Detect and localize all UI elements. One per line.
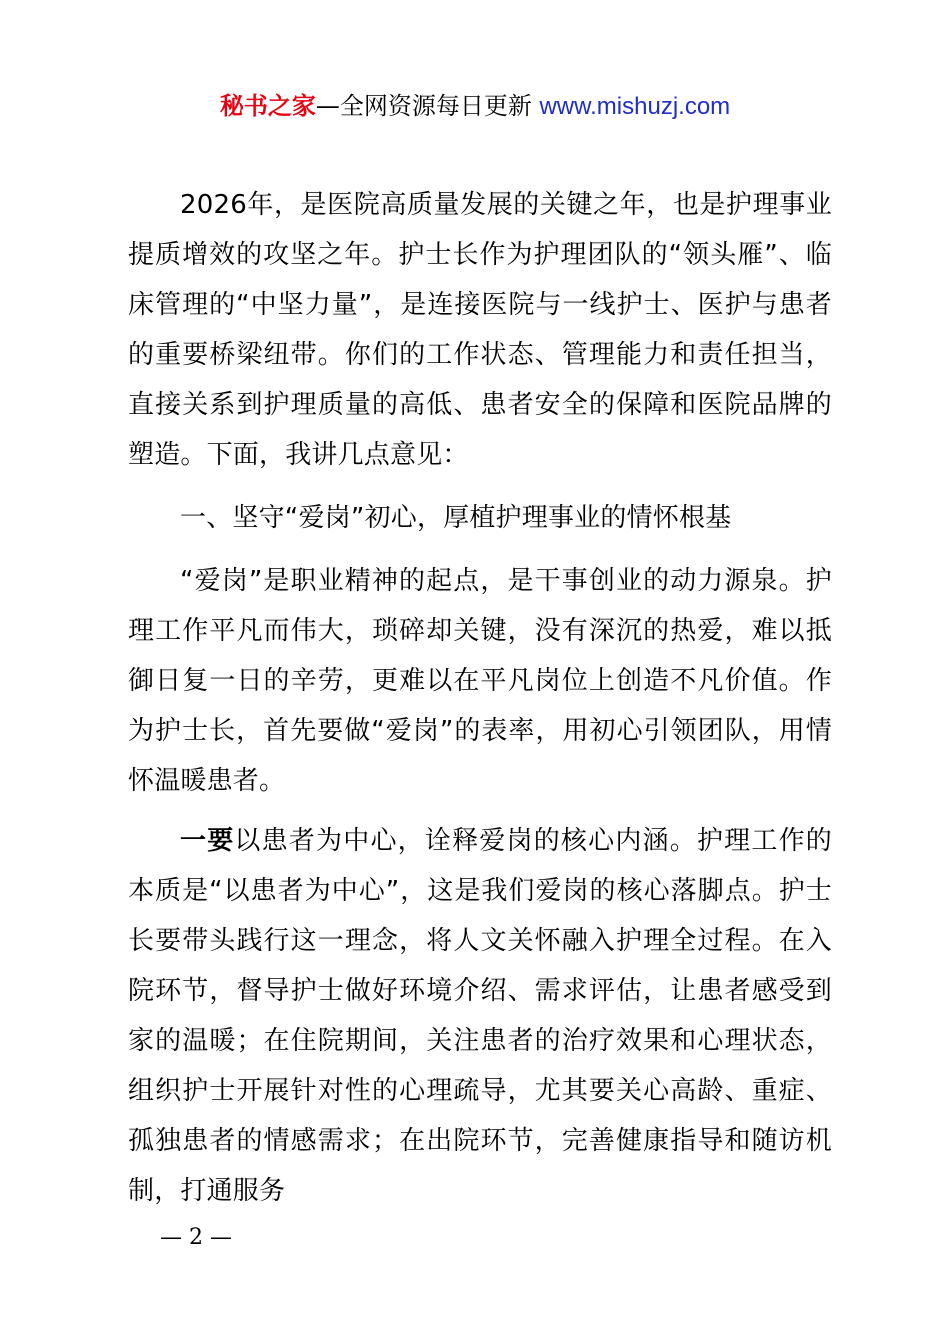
paragraph-intro: 2026年，是医院高质量发展的关键之年，也是护理事业提质增效的攻坚之年。护士长作为护理团队的“领头雁”、临床管理的“中坚力量”，是连接医院与一线护士、医护与患者的重要桥梁纽带。你们的工作状态、管理能力和责任担当，直接关系到护理质量的高低、患者安全的保障和医院品牌的塑造。下面，我讲几点意见： (128, 190, 832, 470)
paragraph-body: 以患者为中心，诠释爱岗的核心内涵。护理工作的本质是“以患者为中心”，这是我们爱岗的核心落脚点。护士长要带头践行这一理念，将人文关怀融入护理全过程。在入院环节，督导护士做好环境介绍、需求评估，让患者感受到家的温暖；在住院期间，关注患者的治疗效果和心理状态，组织护士开展针对性的心理疏导，尤其要关心高龄、重症、孤独患者的情感需求；在出院环节，完善健康指导和随访机制，打通服务 (128, 826, 832, 1206)
paragraph-love-post: “爱岗”是职业精神的起点，是干事创业的动力源泉。护理工作平凡而伟大，琐碎却关键，没有深沉的热爱，难以抵御日复一日的辛劳，更难以在平凡岗位上创造不凡价值。作为护士长，首先要做“爱岗”的表率，用初心引领团队，用情怀温暖患者。 (128, 566, 832, 796)
section-heading-1: 一、坚守“爱岗”初心，厚植护理事业的情怀根基 (180, 503, 732, 533)
page-number: — 2 — (160, 1225, 232, 1250)
page-header (0, 86, 950, 127)
paragraph-lead: 一要 (180, 826, 235, 856)
brand-name: 秘书之家 (219, 92, 316, 120)
header-url[interactable]: www.mishuzj.com (539, 93, 731, 120)
paragraph-patient-centered (128, 816, 832, 1216)
header-tagline: —全网资源每日更新 (315, 92, 540, 120)
